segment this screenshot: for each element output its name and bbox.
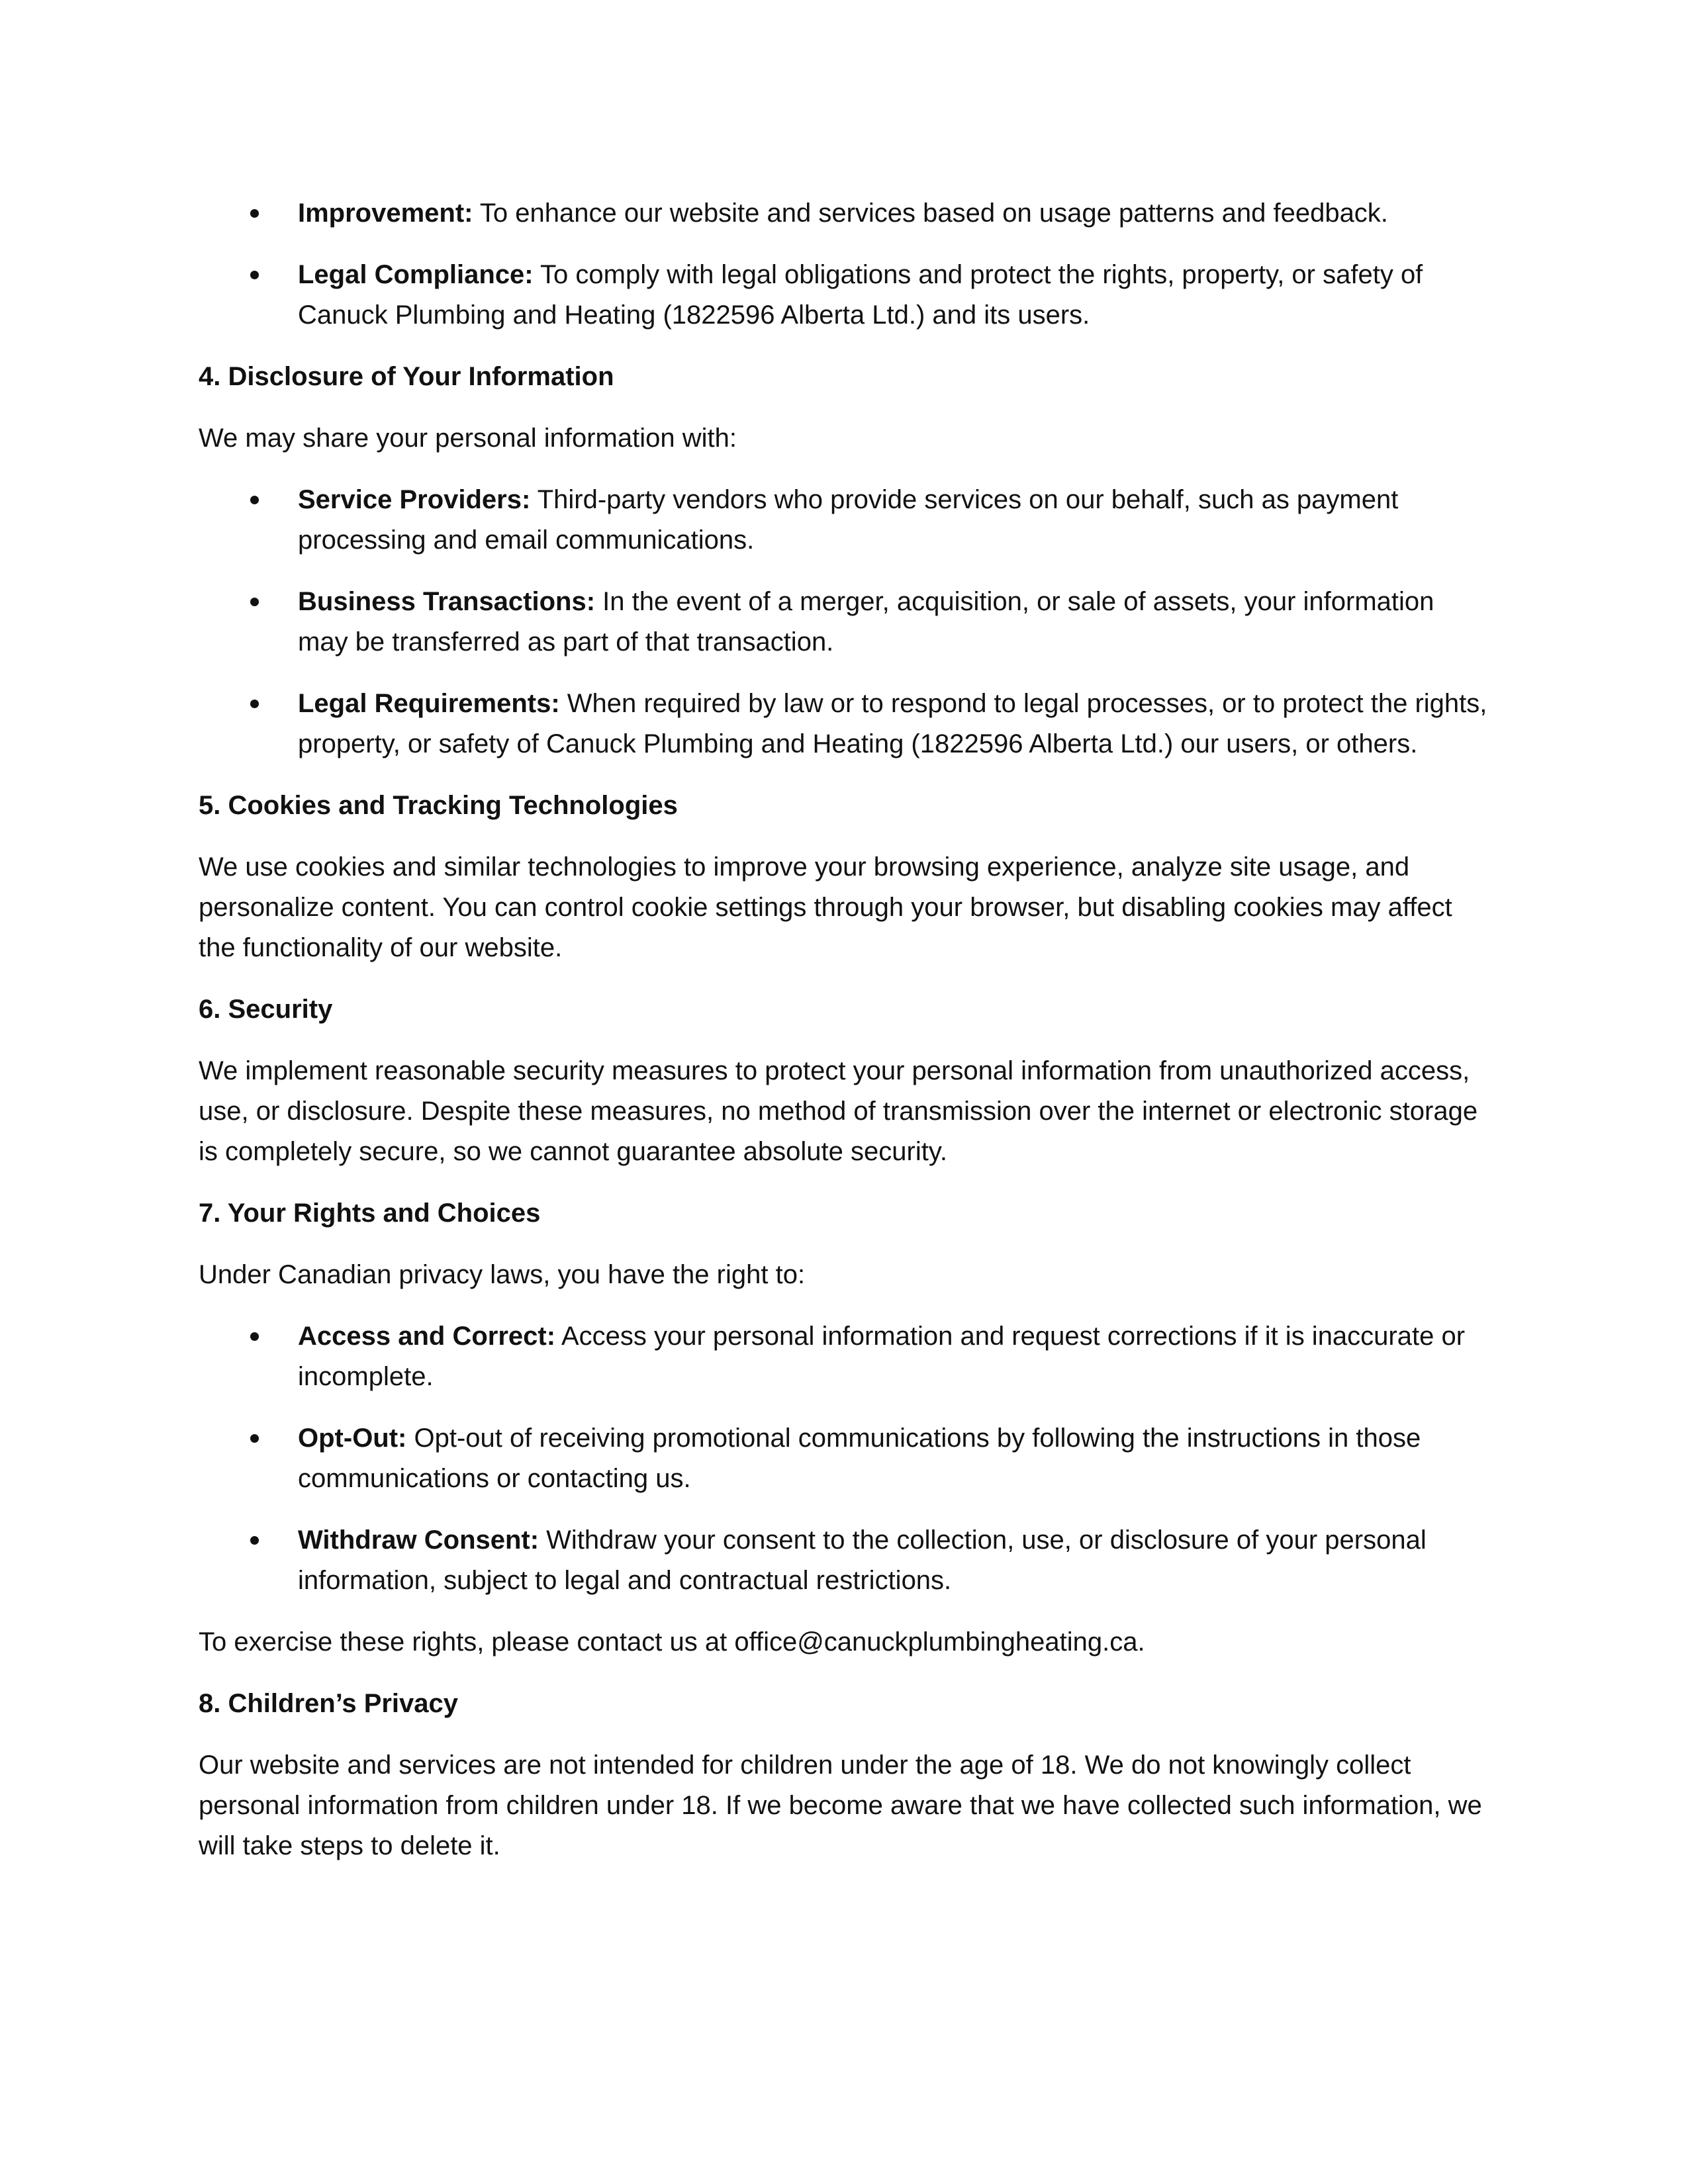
section7-closing: To exercise these rights, please contact us at office@canuckplumbingheating.ca. [199,1627,1145,1657]
list-item-service-providers [199,480,1489,561]
list-item-business-transactions [199,582,1489,662]
list-item-text: Third-party vendors who provide services on our behalf, such as payment processing and email communications. [298,485,1399,555]
list-item-legal-requirements [199,684,1489,764]
list-item-text: Withdraw your consent to the collection, use, or disclosure of your personal information, subject to legal and contractual restrictions. [298,1525,1427,1595]
bullet-icon [250,209,259,218]
list-item-access-correct [199,1316,1489,1397]
bullet-icon [250,1332,259,1341]
list-item-text: To comply with legal obligations and protect the rights, property, or safety of Canuck Plumbing and Heating (1822596 Alberta Ltd.) and its users. [298,260,1423,330]
list-item-term: Access and Correct: [298,1322,556,1351]
list-item-term: Legal Compliance: [298,260,534,289]
list-item-text: Access your personal information and request corrections if it is inaccurate or incomplete. [298,1322,1466,1391]
section4-list [199,480,1489,764]
section3-list [199,193,1489,336]
bullet-icon [250,1536,259,1545]
list-item-opt-out [199,1418,1489,1499]
section7-list [199,1316,1489,1601]
bullet-icon [250,700,259,708]
list-item-text: To enhance our website and services based on usage patterns and feedback. [473,199,1388,228]
section4-intro: We may share your personal information with: [199,424,737,453]
section8-heading: 8. Children’s Privacy [199,1689,459,1718]
list-item-term: Service Providers: [298,485,531,514]
section7-heading: 7. Your Rights and Choices [199,1199,541,1228]
section8-body: Our website and services are not intended for children under the age of 18. We do not knowingly collect personal information from children under 18. If we become aware that we have collected such information, we will take steps to delete it. [199,1751,1482,1860]
bullet-icon [250,271,259,279]
list-item-term: Improvement: [298,199,473,228]
list-item-term: Opt-Out: [298,1424,407,1453]
list-item-text: When required by law or to respond to legal processes, or to protect the rights, property, or safety of Canuck Plumbing and Heating (1822596 Alberta Ltd.) our users, or others. [298,689,1487,758]
list-item-term: Business Transactions: [298,587,596,616]
bullet-icon [250,1434,259,1443]
list-item-improvement [199,193,1489,234]
section4-heading: 4. Disclosure of Your Information [199,362,614,391]
list-item-term: Legal Requirements: [298,689,560,718]
list-item-term: Withdraw Consent: [298,1525,539,1555]
list-item-legal-compliance [199,255,1489,336]
section6-body: We implement reasonable security measures to protect your personal information from unauthorized access, use, or disclosure. Despite these measures, no method of transmission over the internet or electronic storage is completely secure, so we cannot guarantee absolute security. [199,1056,1478,1166]
section5-body: We use cookies and similar technologies to improve your browsing experience, analyze site usage, and personalize content. You can control cookie settings through your browser, but disabling cookies may affect the functionality of our website. [199,852,1452,962]
bullet-icon [250,496,259,504]
document-page [199,193,1489,1888]
list-item-withdraw-consent [199,1520,1489,1601]
bullet-icon [250,598,259,606]
section5-heading: 5. Cookies and Tracking Technologies [199,791,678,820]
list-item-text: Opt-out of receiving promotional communications by following the instructions in those communications or contacting us. [298,1424,1421,1493]
section7-intro: Under Canadian privacy laws, you have the right to: [199,1260,806,1289]
list-item-text: In the event of a merger, acquisition, or sale of assets, your information may be transferred as part of that transaction. [298,587,1434,657]
section6-heading: 6. Security [199,995,333,1024]
